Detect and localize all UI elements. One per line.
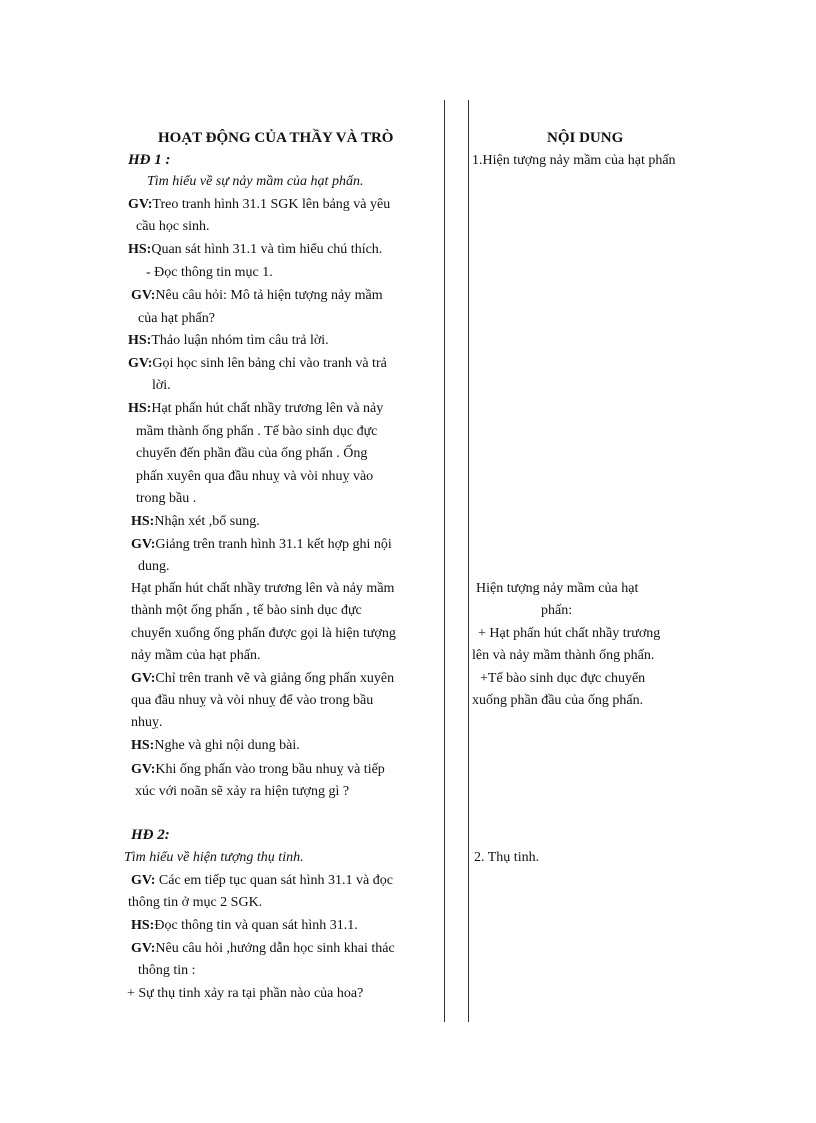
hd1-hs3-line3: chuyển đến phần đầu của ống phấn . Ống — [136, 446, 368, 461]
hd1-gv6 — [131, 761, 385, 779]
hd1-gv1 — [128, 196, 390, 214]
section1-heading: 1.Hiện tượng nảy mầm của hạt phấn — [472, 153, 676, 168]
gv-text: Khi ống phấn vào trong bầu nhuỵ và tiếp — [155, 762, 385, 777]
hs-text: Đọc thông tin và quan sát hình 31.1. — [154, 918, 358, 933]
content-line4: lên và nảy mầm thành ống phấn. — [472, 648, 655, 663]
section2-heading: 2. Thụ tinh. — [474, 850, 540, 865]
hd1-gv3 — [128, 355, 387, 373]
hd1-gv1-cont: cầu học sinh. — [136, 219, 210, 234]
hs-label: HS: — [128, 401, 152, 416]
hd1-hs2 — [128, 332, 329, 350]
hd1-hs5 — [131, 737, 300, 755]
gv-label: GV: — [131, 671, 156, 686]
hd2-hs1 — [131, 917, 358, 935]
hd2-gv1 — [131, 872, 393, 890]
gv-label: GV: — [131, 873, 156, 888]
content-line2: phấn: — [541, 603, 573, 618]
gv-text: Chỉ trên tranh vẽ và giảng ống phấn xuyên — [155, 671, 395, 686]
hd2-gv2-cont: thông tin : — [138, 963, 196, 978]
hd1-subtitle: Tìm hiểu về sự nảy mầm của hạt phấn. — [147, 174, 364, 189]
content-line5: +Tế bào sinh dục đực chuyển — [480, 671, 646, 686]
gv-label: GV: — [128, 356, 153, 371]
gv-label: GV: — [131, 762, 156, 777]
hd1-gv5-line3: nhuỵ. — [131, 715, 163, 730]
left-column-header: HOẠT ĐỘNG CỦA THẦY VÀ TRÒ — [158, 130, 394, 146]
hd1-gv2-cont: của hạt phấn? — [138, 311, 215, 326]
hs-text: Thảo luận nhóm tìm câu trả lời. — [151, 333, 329, 348]
hd1-hs1 — [128, 241, 382, 259]
right-column-header: NỘI DUNG — [547, 130, 624, 146]
content-line1: Hiện tượng nảy mầm của hạt — [476, 581, 639, 596]
hs-label: HS: — [128, 333, 152, 348]
hd1-gv2 — [131, 287, 383, 305]
hs-text: Quan sát hình 31.1 và tìm hiểu chú thích. — [151, 242, 383, 257]
hd2-question1: + Sự thụ tinh xảy ra tại phần nào của hoa? — [127, 986, 364, 1001]
hd1-gv5-line2: qua đầu nhuỵ và vòi nhuỵ để vào trong bầu — [131, 693, 374, 708]
gv-text: Gọi học sinh lên bảng chỉ vào tranh và trả — [152, 356, 387, 371]
hd1-gv3-cont: lời. — [152, 378, 171, 393]
gv-text: Nêu câu hỏi: Mô tả hiện tượng nảy mầm — [155, 288, 383, 303]
hd1-para-line4: nảy mầm của hạt phấn. — [131, 648, 261, 663]
content-line6: xuống phần đầu của ống phấn. — [472, 693, 644, 708]
hd1-hs4 — [131, 513, 260, 531]
hd2-gv1-cont: thông tin ở mục 2 SGK. — [128, 895, 263, 910]
hs-label: HS: — [131, 738, 155, 753]
hd1-para-line1: Hạt phấn hút chất nhầy trương lên và nảy mầm — [131, 581, 395, 596]
gv-label: GV: — [131, 941, 156, 956]
hd1-bullet1: - Đọc thông tin mục 1. — [146, 265, 273, 280]
hs-text: Nghe và ghi nội dung bài. — [154, 738, 300, 753]
hd1-title: HĐ 1 : — [128, 152, 171, 168]
hd1-gv5 — [131, 670, 394, 688]
hd2-gv2 — [131, 940, 395, 958]
hs-text: Hạt phấn hút chất nhầy trương lên và nảy — [151, 401, 384, 416]
column-divider-left — [444, 100, 445, 1022]
hd1-para-line3: chuyển xuống ống phấn được gọi là hiện tượng — [131, 626, 396, 641]
gv-text: Giảng trên tranh hình 31.1 kết hợp ghi nội — [155, 537, 392, 552]
gv-text: Nêu câu hỏi ,hướng dẫn học sinh khai thác — [155, 941, 395, 956]
gv-label: GV: — [131, 288, 156, 303]
column-divider-right — [468, 100, 469, 1022]
hd1-gv4-cont: dung. — [138, 559, 170, 574]
hd1-hs3-line2: mầm thành ống phấn . Tế bào sinh dục đực — [136, 424, 378, 439]
hd1-para-line2: thành một ống phấn , tế bào sinh dục đực — [131, 603, 362, 618]
gv-label: GV: — [128, 197, 153, 212]
hd2-title: HĐ 2: — [131, 827, 170, 843]
hs-label: HS: — [128, 242, 152, 257]
hd1-gv6-cont: xúc với noãn sẽ xảy ra hiện tượng gì ? — [135, 784, 350, 799]
hd1-hs3-line5: trong bầu . — [136, 491, 197, 506]
gv-text: Các em tiếp tục quan sát hình 31.1 và đọc — [155, 873, 393, 888]
hd1-hs3-line4: phấn xuyên qua đầu nhuỵ và vòi nhuỵ vào — [136, 469, 374, 484]
gv-label: GV: — [131, 537, 156, 552]
hd2-subtitle: Tìm hiểu về hiện tượng thụ tinh. — [124, 850, 304, 865]
content-line3: + Hạt phấn hút chất nhầy trương — [478, 626, 661, 641]
hs-text: Nhận xét ,bổ sung. — [154, 514, 260, 529]
hs-label: HS: — [131, 918, 155, 933]
hd1-gv4 — [131, 536, 392, 554]
hd1-hs3 — [128, 400, 383, 418]
gv-text: Treo tranh hình 31.1 SGK lên bảng và yêu — [152, 197, 391, 212]
hs-label: HS: — [131, 514, 155, 529]
